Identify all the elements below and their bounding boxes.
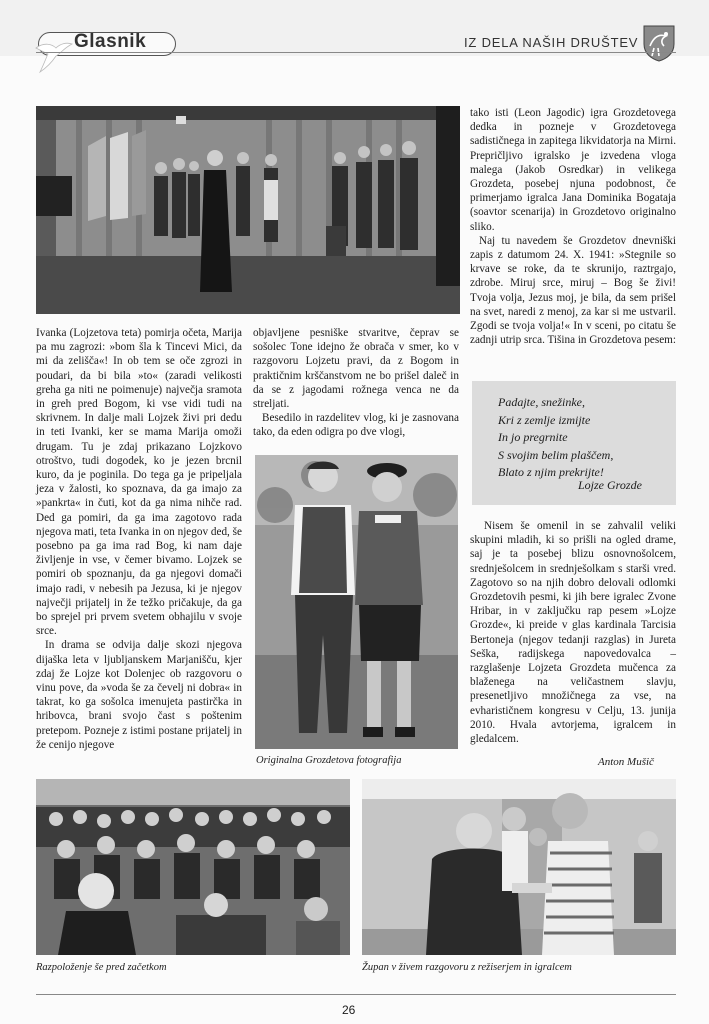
header-rule (36, 52, 676, 53)
caption-mayor: Župan v živem razgovoru z režiserjem in igralcem (362, 962, 572, 973)
stage-photo (36, 106, 460, 314)
mayor-photo (362, 779, 676, 955)
article-column-right (470, 106, 676, 347)
poem-line: Blato z njim prekrijte! (498, 465, 604, 479)
poem-line: Kri z zemlje izmijte (498, 412, 591, 427)
caption-portrait: Originalna Grozdetova fotografija (256, 755, 402, 766)
footer-rule (36, 994, 676, 995)
author-signature: Anton Mušič (598, 756, 654, 768)
paragraph: In drama se odvija dalje skozi njegova dijaška leta v ljubljanskem Marjanišču, kjer zdaj že Lojze kot Dolenjec ob razgovoru o vinu pove, da »voda še za čevelj ni dobra« in takrat, ko ga sošolca imenujeta pastirčka in hribovca, brani svojo čast s poštenim pretepom. Pozneje z istimi postane prijatelj in že cenijo njegove (36, 639, 242, 751)
paragraph: objavljene pesniške stvaritve, čeprav se sošolec Tone idejno že obrača v smer, ko v razgovoru Lojzetu pravi, da z Bogom in praktičnim krščanstvom ne bo prišel daleč in da se z jagodami rožnega venca ne da streljati. (253, 327, 459, 411)
poem-line: S svojim belim plaščem, (498, 447, 614, 462)
section-title: IZ DELA NAŠIH DRUŠTEV (464, 35, 639, 50)
paragraph: Besedilo in razdelitev vlog, ki je zasnovana tako, da eden odigra po dve vlogi, (253, 412, 459, 439)
caption-audience: Razpoloženje še pred začetkom (36, 962, 167, 973)
article-column-middle (253, 326, 459, 440)
poem-author: Lojze Grozde (578, 478, 642, 492)
grozde-original-photo (255, 455, 458, 749)
article-column-left (36, 326, 242, 752)
coat-of-arms-icon (642, 24, 676, 62)
page-number: 26 (342, 1003, 356, 1017)
poem-line: In jo pregrnite (498, 430, 568, 444)
magazine-logo: Glasnik (74, 31, 147, 52)
bird-logo-icon (30, 28, 76, 74)
article-column-right-continued (470, 519, 676, 746)
paragraph: Ivanka (Lojzetova teta) pomirja očeta, Marija pa mu zagrozi: »bom šla k Tincevi Mici, da mi da zelišča«! In ob tem se oče zgrozi in poudari, da bi bila »to« (zaradi velikosti greha ga niti ne poimenuje) največja sramota in greh pred Bogom, ki vse vidi tudi na skrivnem. In dalje mali Lojzek živi pri dedu in teti Ivanki, ker se mama Marija omoži drugam. Tu je zdaj prikazano Lojzkovo otroštvo, tudi dogodek, ko je jezen brcnil kuro, da je poginila. Do tega ga je pripeljala jeza v žalosti, ko spoznava, da ga imajo za »pankrta« in čuti, kot da ga nima nihče rad. Ded ga pomiri, da ga ima zagotovo rada njegova mati, teta Ivanka in on njegov ded, še posebno pa ga ima rad Bog, ki nam daje življenje in vse, v čemer bivamo. Lojzek se pomiri ob spoznanju, da ga njegovi domači imajo radi, v nebesih pa Jezusa, ki je njegov največji prijatelj in že težko pričakuje, da ga bo sprejel pri prvem svetem obhajilu v svoje srce. (36, 327, 242, 638)
paragraph: Naj tu navedem še Grozdetov dnevniški zapis z datumom 24. X. 1941: »Stegnile so krvave se roke, da te skrunijo, raztrgajo, zdrobe. Miruj srce, miruj – Bog še živi! Tvoja volja, Jezus moj, je bila, da sem prišel na svet, naredi z menoj, za kar si me ustvaril. Zgodi se tvoja volja!« In v sceni, po citatu še zadnji utrip srca. Tišina in Grozdetova pesem: (470, 234, 676, 347)
paragraph: tako isti (Leon Jagodic) igra Grozdetovega dedka in pozneje v Grozdetovega sadističnega in zapitega likvidatorja na Mirni. Prepričljivo igralsko je izvedena vloga malega (Jakob Osredkar) in velikega Grozdeta, posebej njuna podobnost, če primerjamo igralca Jana Dominika Bogataja (soavtor scenarija) in Grozdetovo originalno sliko. (470, 107, 676, 233)
poem-line: Padajte, snežinke, (498, 395, 585, 409)
poem (498, 394, 613, 482)
audience-photo (36, 779, 350, 955)
paragraph: Nisem še omenil in se zahvalil veliki skupini mladih, ki so prišli na ogled drame, saj je ta posebej blizu osnovnošolcem, srednješolcem in srednješolkam s starši vred. Zagotovo so na njih dobro delovali odlomki Grozdetovih pesmi, ki jih bere igralec Zvone Hribar, in v zaključku rap pesem »Lojze Grozde«, ki preide v glas kardinala Tarcisia Bertoneja (njegov tedanji razglas) in Jureta Seška, radijskega napovedovalca – razglašenje Lojzeta Grozdeta mučenca za blaženega na veličastnem slavju, presenetljivo množičnega za vse, na evharističnem kongresu v Celju, 13. junija 2010. Hvala avtorjema, igralcem in gledalcem. (470, 520, 676, 746)
